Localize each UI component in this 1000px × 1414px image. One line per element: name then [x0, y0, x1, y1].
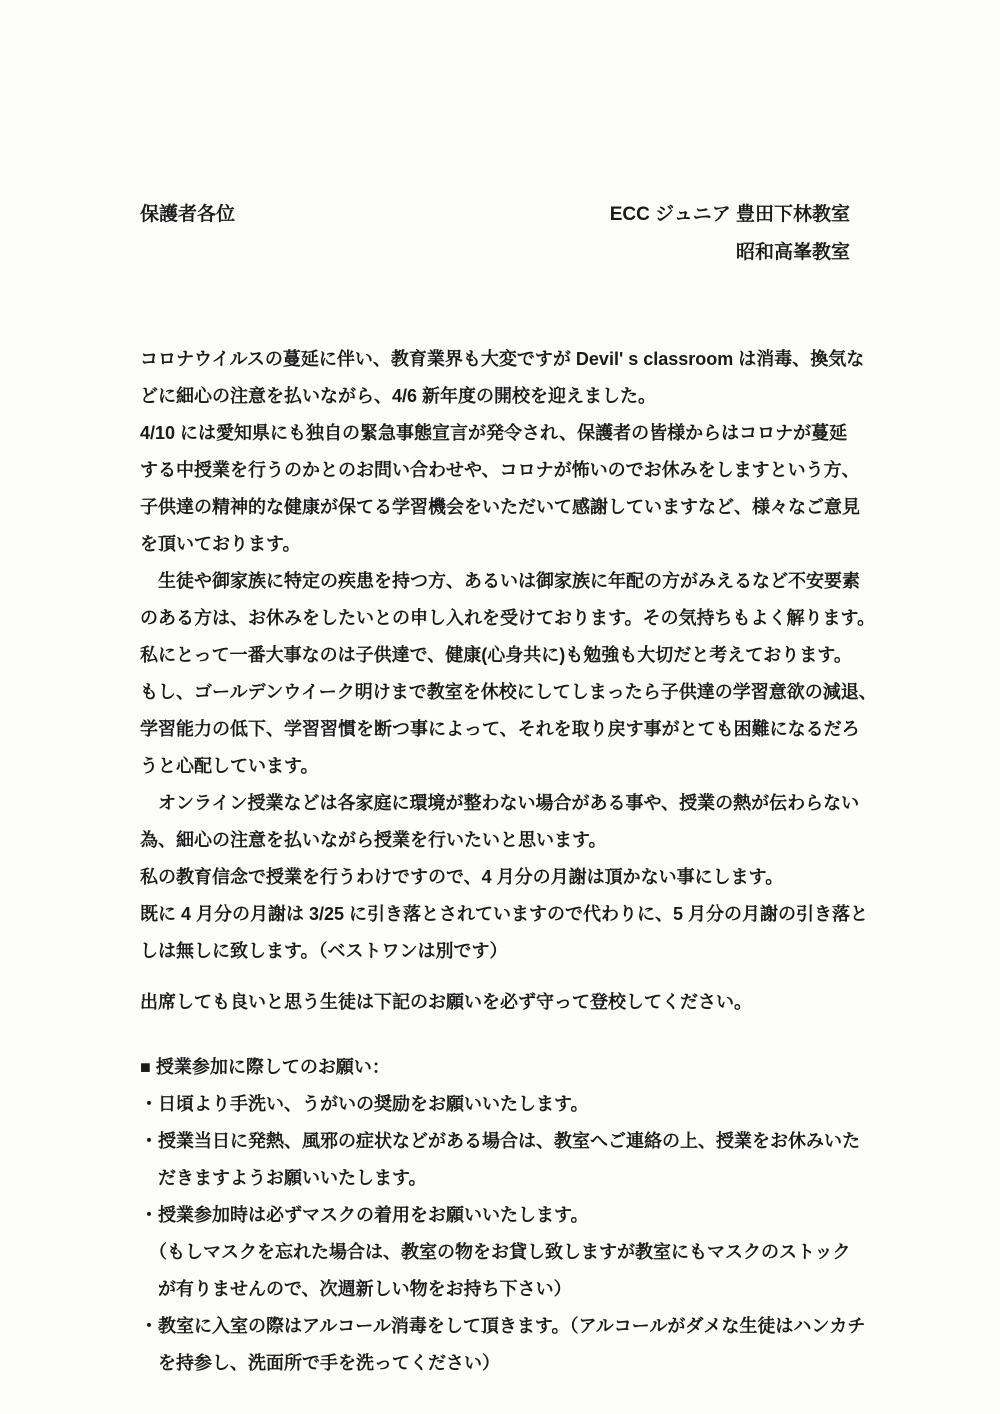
text-line: ・授業当日に発熱、風邪の症状などがある場合は、教室へご連絡の上、授業をお休みいた: [140, 1131, 860, 1151]
text-line: 生徒や御家族に特定の疾患を持つ方、あるいは御家族に年配の方がみえるなど不安要素: [140, 571, 860, 591]
requests-heading: ■ 授業参加に際してのお願い：: [140, 1057, 390, 1077]
text-line: 為、細心の注意を払いながら授業を行いたいと思います。: [140, 830, 607, 850]
text-line: オンライン授業などは各家庭に環境が整わない場合がある事や、授業の熱が伝わらない: [140, 793, 860, 813]
text-line: が有りませんので、次週新しい物をお持ち下さい）: [140, 1279, 572, 1299]
text-line: 4/10 には愛知県にも独自の緊急事態宣言が発令され、保護者の皆様からはコロナが蔓延: [140, 423, 848, 443]
text-line: 私にとって一番大事なのは子供達で、健康(心身共に)も勉強も大切だと考えております。: [140, 645, 852, 665]
recipient: 保護者各位: [140, 204, 236, 225]
text-line: うと心配しています。: [140, 756, 319, 776]
text-line: ・授業参加時は必ずマスクの着用をお願いいたします。: [140, 1205, 589, 1225]
paragraph-intro: [140, 341, 880, 563]
sender-block: [610, 196, 850, 272]
requests-bullet-list: [140, 1086, 880, 1382]
text-line: もし、ゴールデンウイーク明けまで教室を休校にしてしまったら子供達の学習意欲の減退、: [140, 682, 877, 702]
text-line: のある方は、お休みをしたいとの申し入れを受けております。その気持ちもよく解ります。: [140, 608, 876, 628]
sender-line-2: 昭和高峯教室: [735, 242, 850, 263]
text-line: コロナウイルスの蔓延に伴い、教育業界も大変ですが Devil' s classroom は消毒、換気な: [140, 349, 865, 369]
letter-body: [140, 341, 880, 1382]
text-line: しは無しに致します。（ベストワンは別です）: [140, 941, 508, 961]
text-line: だきますようお願いいたします。: [140, 1168, 427, 1188]
text-line: ・教室に入室の際はアルコール消毒をして頂きます。（アルコールがダメな生徒はハンカチ: [140, 1316, 866, 1336]
sender-line-1: ECC ジュニア 豊田下林教室: [609, 204, 850, 225]
text-line: どに細心の注意を払いながら、4/6 新年度の開校を迎えました。: [140, 386, 657, 406]
attendance-note: 出席しても良いと思う生徒は下記のお願いを必ず守って登校してください。: [140, 992, 752, 1012]
paragraph-concerns: [140, 563, 880, 785]
text-line: 私の教育信念で授業を行うわけですので、4 月分の月謝は頂かない事にします。: [140, 867, 784, 887]
text-line: を頂いております。: [140, 534, 301, 554]
text-line: 学習能力の低下、学習習慣を断つ事によって、それを取り戻す事がとても困難になるだろ: [140, 719, 860, 739]
paragraph-policy: [140, 785, 880, 970]
letter-header: [140, 196, 850, 272]
text-line: を持参し、洗面所で手を洗ってください）: [140, 1353, 500, 1373]
text-line: （もしマスクを忘れた場合は、教室の物をお貸し致しますが教室にもマスクのストック: [140, 1242, 851, 1262]
text-line: する中授業を行うのかとのお問い合わせや、コロナが怖いのでお休みをしますという方、: [140, 460, 860, 480]
text-line: ・日頃より手洗い、うがいの奨励をお願いいたします。: [140, 1094, 589, 1114]
text-line: 既に 4 月分の月謝は 3/25 に引き落とされていますので代わりに、5 月分の月謝の引き落と: [140, 904, 869, 924]
text-line: 子供達の精神的な健康が保てる学習機会をいただいて感謝していますなど、様々なご意見: [140, 497, 860, 517]
